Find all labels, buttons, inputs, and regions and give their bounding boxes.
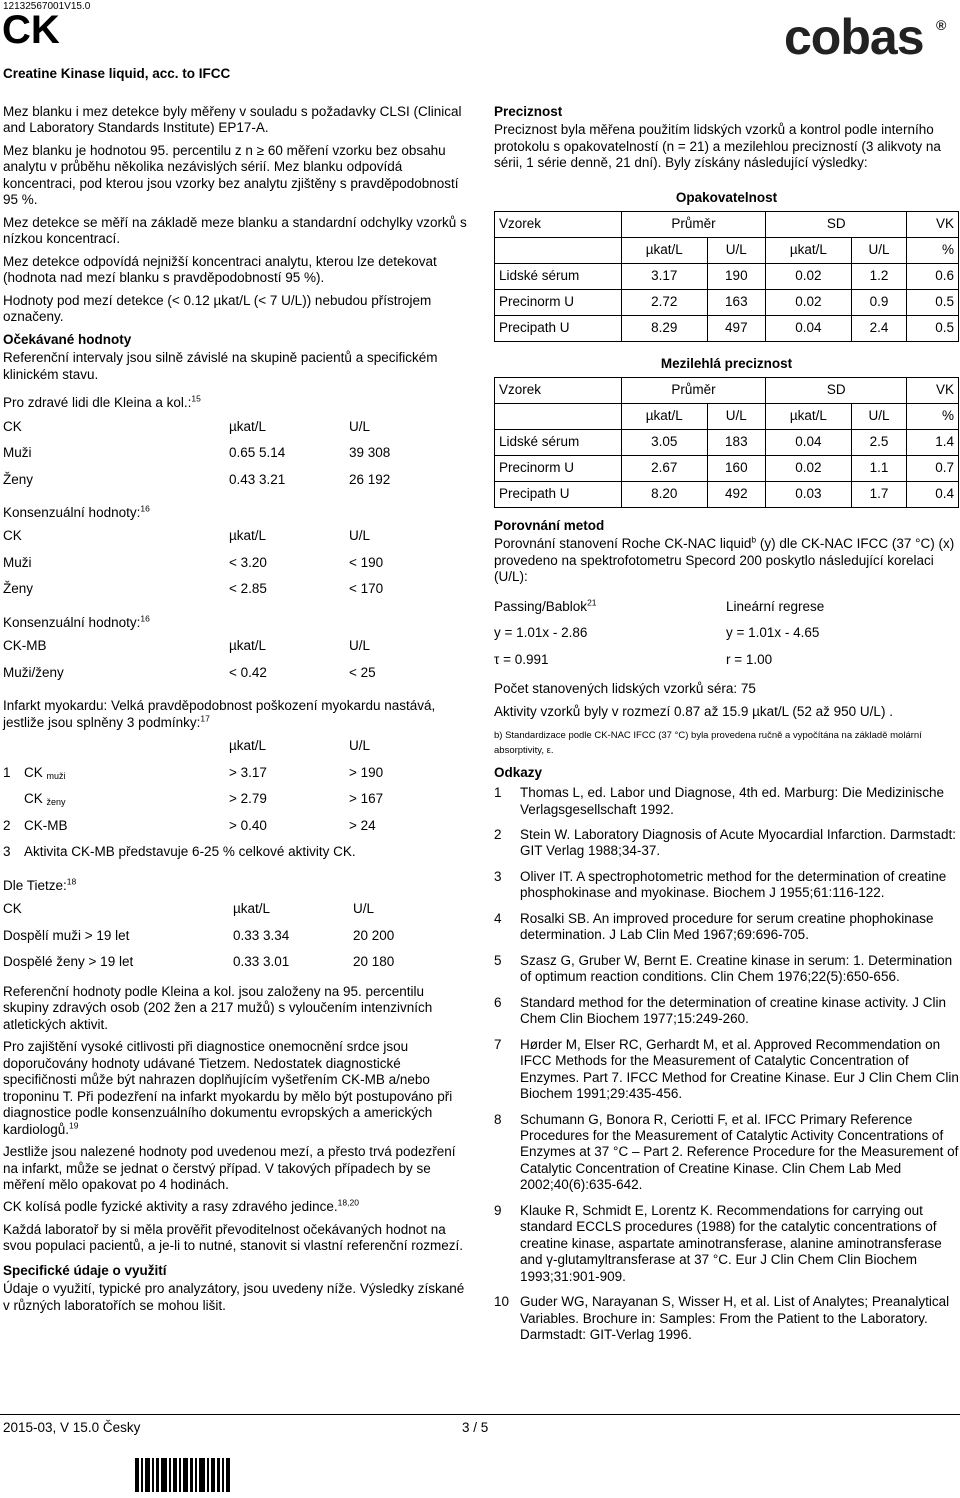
expected-values-text: Referenční intervaly jsou silně závislé na skupině pacientů a specifickém klinickém stavu. bbox=[3, 350, 438, 382]
table-row: τ = 0.991 r = 1.00 bbox=[494, 651, 773, 667]
table-row: CK $_{ženy}$ > 2.79 > 167 bbox=[24, 791, 384, 808]
precision-text: Preciznost byla měřena použitím lidských vzorků a kontrol podle interního protokolu s opakovatelností (n = 21) a mezilehlou precizností (3 alikvoty na sérii, 1 série denně, 21 dní). Byly získány následující výsledky: bbox=[494, 122, 941, 171]
reference-item: 8 Schumann G, Bonora R, Ceriotti F, et al. IFCC Primary Reference Procedures for the Measurement of Catalytic Activity Concentrations of Enzymes at 37 °C – Part 2. Reference Procedure for the Measurement of Catalytic Concentration of Creatine Kinase. Clin Chem Lab Med 2002;40(6):635-642. bbox=[494, 1111, 959, 1193]
logo-registered-mark: ® bbox=[936, 17, 947, 33]
table-row: Precipath U 8.29 497 0.04 2.4 0.5 bbox=[495, 315, 959, 341]
table-row: 2 CK-MB > 0.40 > 24 bbox=[3, 817, 376, 833]
reference-item: 7 Hørder M, Elser RC, Gerhardt M, et al. Approved Recommendation on IFCC Methods for the Measurement of Catalytic Concentration of Enzymes. Part 7. IFCC Method for Creatine Kinase. Eur J Clin Chem Clin Biochem 1991;29:435-456. bbox=[494, 1036, 959, 1102]
limit-paragraph-5: Hodnoty pod mezí detekce (< 0.12 µkat/L (< 7 U/L)) nebudou přístrojem označeny. bbox=[3, 292, 432, 325]
method-comparison-heading: Porovnání metod bbox=[494, 517, 605, 533]
right-column bbox=[494, 104, 959, 1353]
limit-paragraph-3: Mez detekce se měří na základě meze blanku a standardní odchylky vzorků s nízkou koncentrací. bbox=[3, 214, 467, 247]
table-row: Muži/ženy < 0.42 < 25 bbox=[3, 664, 376, 680]
table-row: CK µkat/L U/L bbox=[3, 528, 371, 544]
table-row: µkat/L U/L bbox=[229, 738, 371, 754]
page-number: 3 / 5 bbox=[462, 1420, 489, 1435]
table-row: y = 1.01x - 2.86 y = 1.01x - 4.65 bbox=[494, 625, 820, 641]
cobas-logo bbox=[784, 10, 954, 66]
precision-heading: Preciznost bbox=[494, 104, 563, 119]
limit-paragraph-4: Mez detekce odpovídá nejnižší koncentraci analytu, kterou lze detekovat (hodnota nad mezí blanku s pravděpodobností 95 %). bbox=[3, 253, 437, 286]
infarction-table bbox=[3, 733, 383, 866]
references-heading: Odkazy bbox=[494, 764, 543, 780]
table-row: 3 Aktivita CK-MB představuje 6-25 % celkové aktivity CK. bbox=[3, 844, 356, 860]
left-column bbox=[3, 104, 471, 1320]
table-header-row: Vzorek Průměr SD VK bbox=[495, 211, 959, 237]
table-row: Dospělé ženy > 19 let 0.33 3.01 20 180 bbox=[3, 954, 395, 970]
reference-item: 4 Rosalki SB. An improved procedure for serum creatine phophokinase determination. J Lab Clin Med 1967;69:696-705. bbox=[494, 910, 934, 943]
tietze-note: Pro zajištění vysoké citlivosti při diagnostice onemocnění srdce jsou doporučovány hodnoty udávané Tietzem. Nedostatek diagnostické specifičnosti může být nahrazen doplňujícím vyšetřením CK-MB a/nebo troponinu T. Při podezření na infarkt myokardu by mělo být postupováno při diagnostice podle konsenzuálního dokumentu evropských a amerických kardiologů.$^{19}$ bbox=[3, 1039, 453, 1137]
table-row: Ženy < 2.85 < 170 bbox=[3, 581, 384, 597]
limit-paragraph-2: Mez blanku je hodnotou 95. percentilu z n ≥ 60 měření vzorku bez obsahu analytu v průběhu několika nezávislých sérií. Mez blanku odpovídá koncentraci, pod kterou jsou vzorky bez analytu zjištěny s pravděpodobností 95 %. bbox=[3, 142, 459, 208]
table-row: Muži 0.65 5.14 39 308 bbox=[3, 445, 391, 461]
lab-note: Každá laboratoř by si měla prověřit převoditelnost očekávaných hodnot na svou populaci pacientů, a je-li to nutné, stanovit si vlastní referenční rozmezí. bbox=[3, 1221, 463, 1254]
reference-item: 1 Thomas L, ed. Labor und Diagnose, 4th ed. Marburg: Die Medizinische Verlagsgesellschaft 1992. bbox=[494, 785, 944, 817]
usage-text: Údaje o využití, typické pro analyzátory, jsou uvedeny níže. Výsledky získané v různých laboratořích se mohou lišit. bbox=[3, 1281, 465, 1313]
document-code: 12132567001V15.0 bbox=[3, 1, 91, 12]
document-subtitle: Creatine Kinase liquid, acc. to IFCC bbox=[3, 66, 231, 81]
variation-note: CK kolísá podle fyzické aktivity a rasy zdravého jedince.$^{18,20}$ bbox=[3, 1197, 359, 1215]
table-row: Passing/Bablok$^{21}$ Lineární regrese bbox=[494, 597, 825, 614]
table-row: Precinorm U 2.67 160 0.02 1.1 0.7 bbox=[495, 455, 959, 481]
reference-item: 5 Szasz G, Gruber W, Bernt E. Creatine kinase in serum: 1. Determination of optimum reaction conditions. Clin Chem 1976;22(5):650-656. bbox=[494, 952, 953, 985]
reference-item: 10 Guder WG, Narayanan S, Wisser H, et al. List of Analytes; Preanalytical Variables. Brochure in: Samples: From the Patient to the Laboratory. Darmstadt: GIT-Verlag 1996. bbox=[494, 1294, 950, 1343]
tietze-label: Dle Tietze:$^{18}$ bbox=[3, 876, 77, 893]
reference-item: 2 Stein W. Laboratory Diagnosis of Acute Myocardial Infarction. Darmstadt: GIT Verlag 1988;34-37. bbox=[494, 826, 956, 859]
consensus-label-2: Konsenzuální hodnoty:$^{16}$ bbox=[3, 613, 150, 630]
repeat-note: Jestliže jsou nalezené hodnoty pod uvedenou mezí, a přesto trvá podezření na infarkt, může se jednat o čerstvý případ. V takových případech by se měření mělo opakovat po 4 hodinách. bbox=[3, 1144, 456, 1192]
sample-count: Počet stanovených lidských vzorků séra: 75 bbox=[494, 681, 756, 697]
usage-heading: Specifické údaje o využití bbox=[3, 1262, 167, 1278]
infarction-text: Infarkt myokardu: Velká pravděpodobnost poškození myokardu nastává, jestliže jsou splněny 3 podmínky:$^{17}$ bbox=[3, 698, 436, 730]
consensus-table-1 bbox=[3, 523, 383, 603]
table-row: Precinorm U 2.72 163 0.02 0.9 0.5 bbox=[495, 289, 959, 315]
table-row: CK-MB µkat/L U/L bbox=[3, 638, 371, 654]
kleina-table bbox=[3, 414, 390, 494]
consensus-label-1: Konsenzuální hodnoty:$^{16}$ bbox=[3, 503, 150, 520]
table-unit-row: µkat/L U/L µkat/L U/L % bbox=[495, 403, 959, 429]
footnote-b: b) Standardizace podle CK-NAC IFCC (37 °C) byla provedena ručně a vypočítána na základě molární absorptivity, ε. bbox=[494, 730, 922, 757]
table-row: CK µkat/L U/L bbox=[3, 901, 375, 917]
table-header-row: Vzorek Průměr SD VK bbox=[495, 377, 959, 403]
repeatability-table bbox=[494, 186, 959, 342]
table-unit-row: µkat/L U/L µkat/L U/L % bbox=[495, 237, 959, 263]
table-caption-row: Opakovatelnost bbox=[495, 186, 959, 212]
logo-text: cobas bbox=[784, 10, 924, 62]
intermediate-precision-table bbox=[494, 352, 959, 508]
table-row: 1 CK $_{muži}$ > 3.17 > 190 bbox=[3, 764, 384, 781]
table-row: CK µkat/L U/L bbox=[3, 418, 371, 434]
kleina-label: Pro zdravé lidi dle Kleina a kol.:$^{15}$ bbox=[3, 393, 201, 411]
reference-item: 6 Standard method for the determination of creatine kinase activity. J Clin Chem Clin Biochem 1977;15:249-260. bbox=[494, 994, 946, 1027]
expected-values-heading: Očekávané hodnoty bbox=[3, 331, 132, 347]
table-row: Muži < 3.20 < 190 bbox=[3, 554, 384, 570]
kleina-note: Referenční hodnoty podle Kleina a kol. jsou založeny na 95. percentilu skupiny zdravých osob (202 žen a 217 mužů) s vyloučením intenzivních atletických aktivit. bbox=[3, 983, 433, 1032]
document-title: CK bbox=[2, 8, 60, 52]
limit-paragraph-1: Mez blanku i mez detekce byly měřeny v souladu s požadavky CLSI (Clinical and Laboratory Standards Institute) EP17-A. bbox=[3, 104, 462, 136]
activity-range: Aktivity vzorků byly v rozmezí 0.87 až 15.9 µkat/L (52 až 950 U/L) . bbox=[494, 703, 893, 719]
method-comparison-text: Porovnání stanovení Roche CK-NAC liquid$^b$ (y) dle CK-NAC IFCC (37 °C) (x) provedeno na spektrofotometru Specord 200 poskytlo následující korelaci (U/L): bbox=[494, 534, 955, 585]
footer-version: 2015-03, V 15.0 Česky bbox=[3, 1420, 141, 1435]
reference-item: 9 Klauke R, Schmidt E, Lorentz K. Recommendations for carrying out standard ECCLS procedures (1988) for the catalytic concentrations of creatine kinase, aspartate aminotransferase, alanine aminotransferase and γ-glutamyltransferase at 37 °C. Eur J Clin Chem Clin Biochem 1993;31:901-909. bbox=[494, 1202, 942, 1284]
consensus-table-2 bbox=[3, 633, 376, 686]
reference-item: 3 Oliver IT. A spectrophotometric method for the determination of creatine phosphokinase and myokinase. Biochem J 1955;61:116-122. bbox=[494, 868, 947, 901]
references-list bbox=[494, 785, 959, 1344]
table-caption-row: Mezilehlá preciznost bbox=[495, 352, 959, 378]
table-row: Dospělí muži > 19 let 0.33 3.34 20 200 bbox=[3, 927, 395, 943]
table-row: Precipath U 8.20 492 0.03 1.7 0.4 bbox=[495, 481, 959, 507]
comparison-table bbox=[494, 594, 824, 674]
table-row: Lidské sérum 3.17 190 0.02 1.2 0.6 bbox=[495, 263, 959, 289]
table-row: Lidské sérum 3.05 183 0.04 2.5 1.4 bbox=[495, 429, 959, 455]
footer-divider bbox=[0, 1414, 960, 1415]
barcode bbox=[135, 1458, 230, 1496]
table-row: Ženy 0.43 3.21 26 192 bbox=[3, 471, 391, 487]
tietze-table bbox=[3, 896, 394, 976]
